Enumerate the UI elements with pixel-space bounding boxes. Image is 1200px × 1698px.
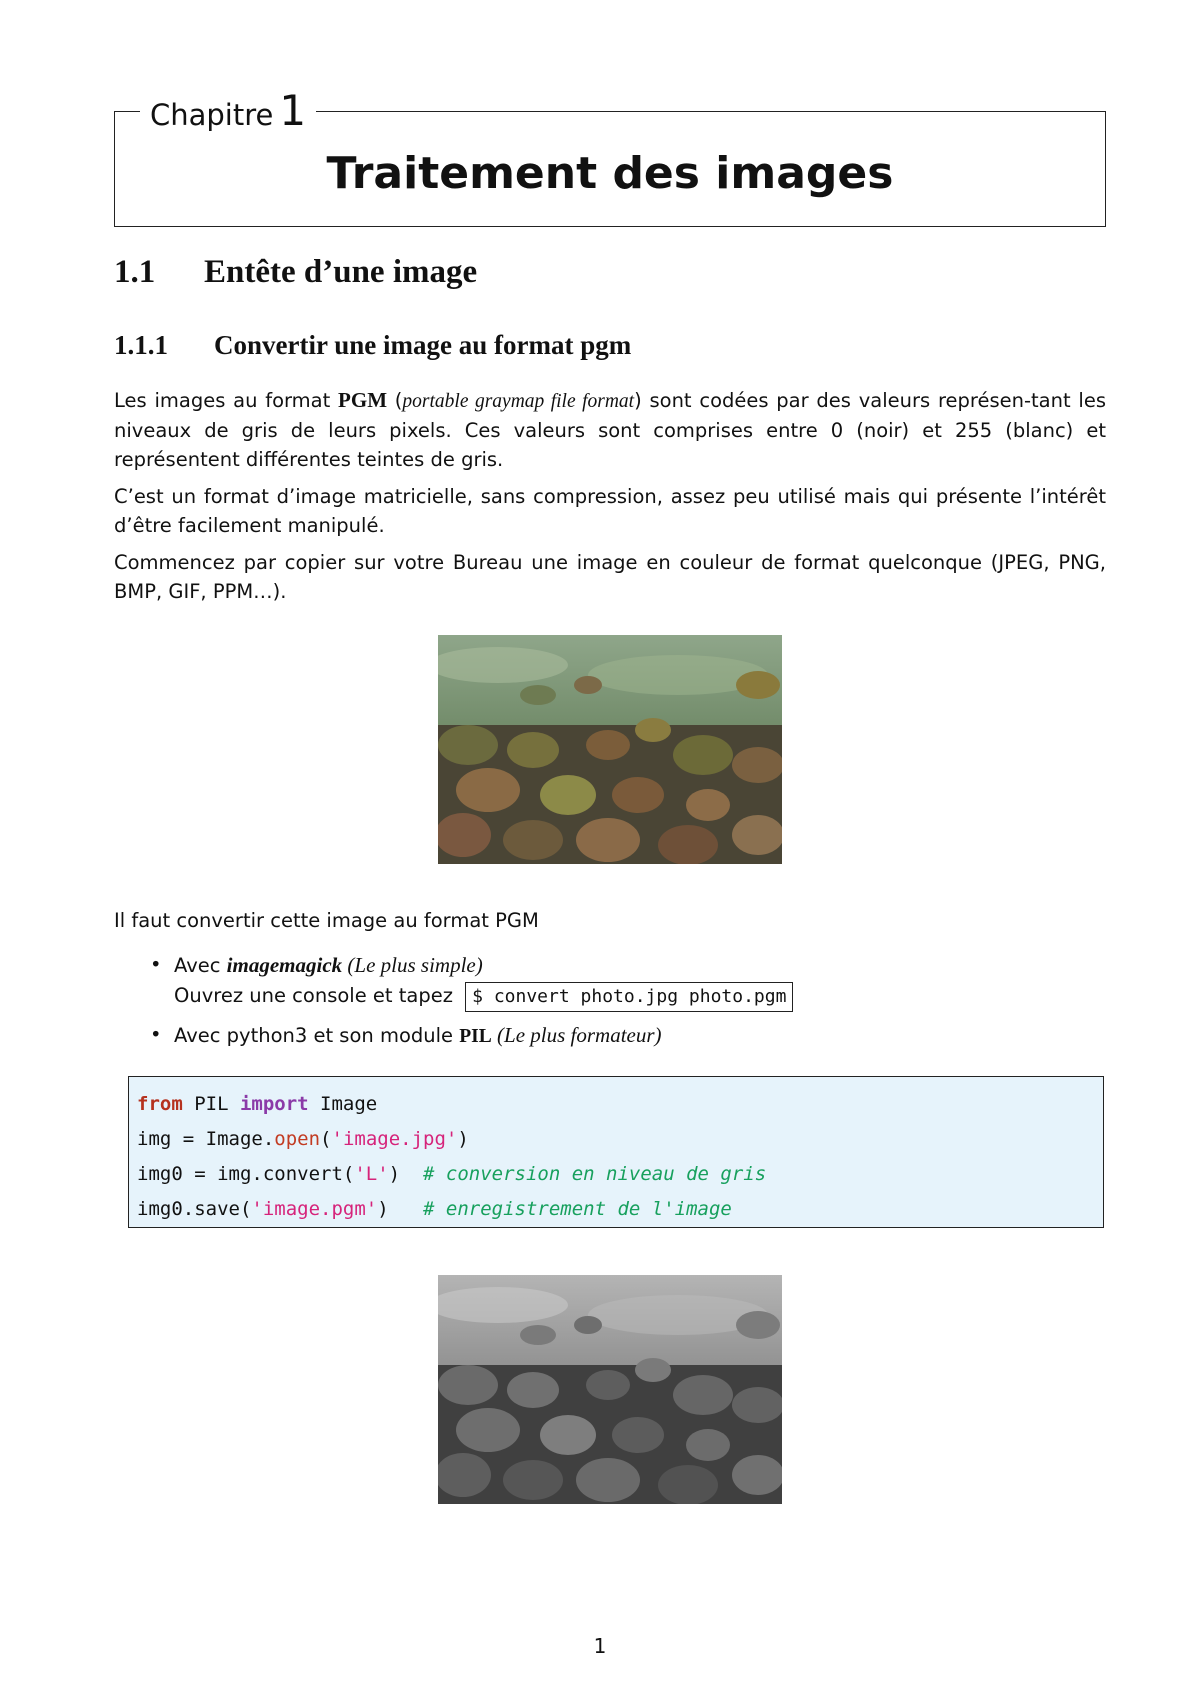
code-l4b: ) [377,1198,423,1220]
code-l3b: ) [388,1163,423,1185]
code-open: open [274,1128,321,1150]
bullet-dot: • [150,953,162,976]
code-str-jpg: 'image.jpg' [331,1128,458,1150]
bullet1-imagemagick: imagemagick [226,953,343,977]
code-comment-save: # enregistrement de l'image [423,1198,732,1220]
code-l2b: ( [320,1128,332,1150]
convert-command: $ convert photo.jpg photo.pgm [465,982,793,1012]
code-module: PIL [182,1093,240,1115]
subsection-title: Convertir une image au format pgm [214,330,632,360]
list-item-imagemagick [114,950,1106,1012]
section-heading [114,254,477,291]
bullet-dot: • [150,1023,162,1046]
subsection-number: 1.1.1 [114,330,168,360]
para1-text-a: Les images au format [114,389,339,412]
code-str-pgm: 'image.pgm' [251,1198,378,1220]
code-l2c: ) [457,1128,469,1150]
bullet2-note: (Le plus formateur) [491,1023,662,1047]
conversion-methods-list [114,950,1106,1052]
chapter-number: 1 [279,86,307,135]
code-line-1 [137,1087,1095,1122]
chapter-label [140,86,316,135]
bullet1-note: (Le plus simple) [342,953,483,977]
code-l3a: img0 = img.convert( [137,1163,355,1185]
para1-text-b: ( [387,389,403,412]
kw-import: import [239,1093,309,1115]
paragraph-matrix-format: C’est un format d’image matricielle, sans compression, assez peu utilisé mais qui présente l’intérêt d’être facilement manipulé. [114,485,1106,537]
code-image: Image [308,1093,378,1115]
chapter-word: Chapitre [150,98,274,132]
code-comment-gray: # conversion en niveau de gris [423,1163,767,1185]
code-str-l: 'L' [354,1163,389,1185]
chapter-title: Traitement des images [326,148,894,199]
section-number: 1.1 [114,254,156,290]
code-line-3 [137,1157,1095,1192]
grayscale-rocks-photo [438,1275,782,1504]
list-item-python [114,1020,1106,1052]
code-l4a: img0.save( [137,1198,252,1220]
para1-italic: portable graymap file format [402,391,635,412]
code-line-4 [137,1192,1095,1227]
para1-pgm-bold: PGM [338,388,388,412]
code-l2a: img = Image. [137,1128,275,1150]
color-rocks-photo [438,635,782,864]
page-number: 1 [593,1634,607,1658]
bullet1-instruction: Ouvrez une console et tapez [174,984,453,1007]
bullet2-prefix: Avec python3 et son module [174,1024,460,1047]
kw-from: from [137,1093,183,1115]
paragraph-copy-image: Commencez par copier sur votre Bureau une image en couleur de format quelconque (JPEG, PNG, BMP, GIF, PPM…). [114,551,1106,603]
paragraph-pgm-intro [114,386,1106,474]
bullet1-prefix: Avec [174,954,227,977]
python-code-block [128,1076,1104,1228]
bullet2-pil: PIL [459,1026,492,1047]
subsection-heading [114,330,631,361]
code-line-2 [137,1122,1095,1157]
paragraph-convert-pgm: Il faut convertir cette image au format PGM [114,909,539,932]
para1-text-c: ) sont codées par des valeurs représen-tant les niveaux de gris de leurs pixels. Ces valeurs sont comprises entre 0 (noir) et 255 (blanc) et représentent différentes teintes de gris. [114,389,1106,471]
section-title: Entête d’une image [204,254,478,290]
